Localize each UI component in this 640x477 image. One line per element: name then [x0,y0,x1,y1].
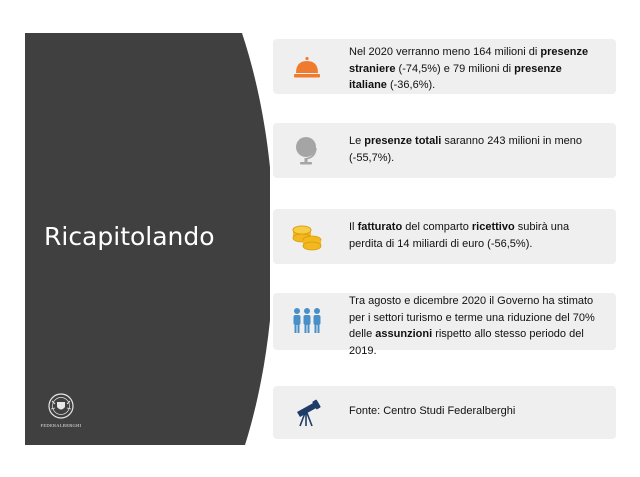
body-text: (-74,5%) e 79 milioni di [395,62,515,75]
body-text: del comparto [402,221,472,233]
emphasis-text: ricettivo [471,221,515,233]
people-group-icon [291,305,323,337]
emphasis-text: presenze totali [364,135,442,147]
emphasis-text: fatturato [357,221,403,233]
card-hiring [273,293,616,357]
logo-label: FEDERALBERGHI [40,423,82,428]
coins-icon [291,220,323,252]
body-text: Le [349,135,365,147]
body-text: Fonte: Centro Studi Federalberghi [349,405,516,417]
body-text: Il [349,221,358,233]
card-text [349,219,602,252]
emphasis-text: presenze straniere [349,46,589,75]
telescope-icon [291,396,323,428]
card-total-stays [273,123,616,178]
card-text [349,403,602,420]
card-foreign-stays [273,39,616,94]
slide-title: Ricapitolando [44,222,215,251]
body-text: Tra agosto e dicembre 2020 il Governo ha stimato per i settori turismo e terme una riduzione del 70% delle [349,295,595,340]
card-revenue [273,209,616,264]
body-text: rispetto allo stesso periodo del 2019. [349,328,584,357]
service-bell-icon [291,51,323,83]
card-source [273,386,616,439]
emphasis-text: assunzioni [375,328,433,340]
body-text: (-36,6%). [386,79,436,91]
card-text [349,293,602,359]
body-text: Nel 2020 verranno meno 164 milioni di [349,46,541,58]
card-text [349,133,602,166]
emphasis-text: presenze italiane [349,62,562,91]
body-text: saranno 243 milioni in meno (-55,7%). [349,135,582,164]
body-text: subirà una perdita di 14 miliardi di euro (-56,5%). [349,221,570,250]
globe-icon [291,134,323,166]
card-text [349,44,602,94]
